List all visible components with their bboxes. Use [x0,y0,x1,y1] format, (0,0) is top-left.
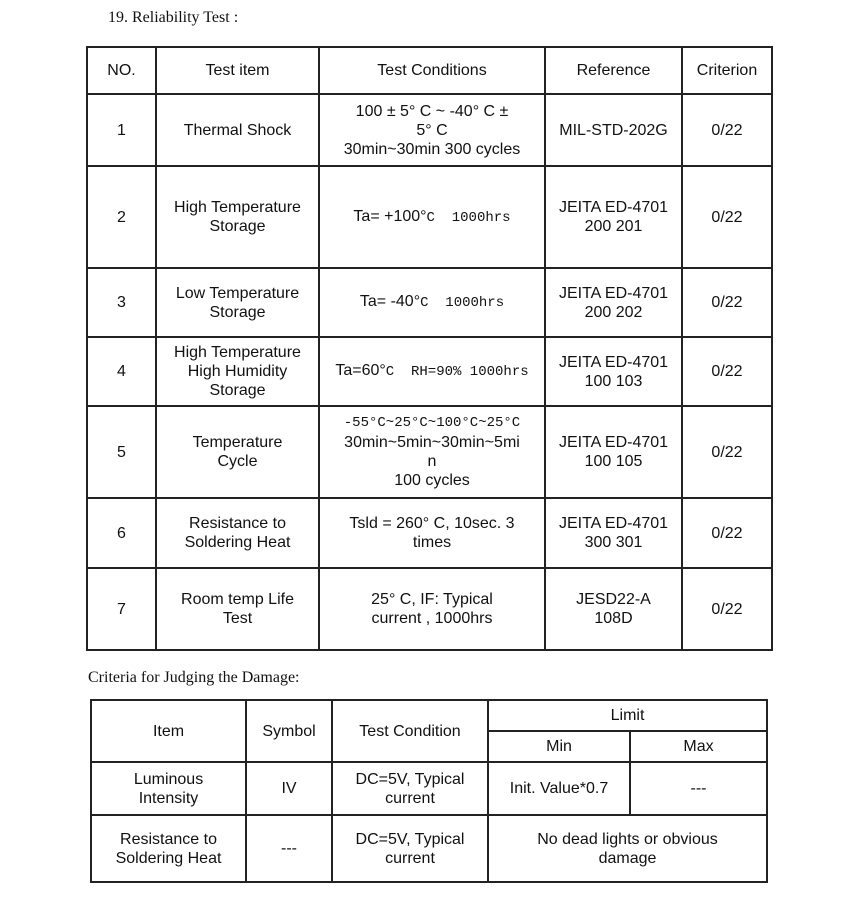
test-conditions [319,268,545,337]
reference-line: 200 201 [584,218,643,235]
test-item-line: High Humidity [187,363,288,380]
header-min: Min [488,731,630,762]
reference-line: JEITA ED-4701 [558,284,669,302]
table-row [87,498,772,568]
header-no: NO. [87,47,156,94]
row-number: 7 [87,568,156,650]
test-item-line: Room temp Life [181,591,294,608]
criterion: 0/22 [682,568,772,650]
criteria-condition-line: DC=5V, Typical [355,770,465,788]
reference [545,268,682,337]
test-item-line: Soldering Heat [184,534,291,551]
test-item-line: Storage [209,218,266,235]
criterion: 0/22 [682,94,772,166]
test-conditions [319,166,545,268]
test-item-line: Resistance to [189,515,286,532]
condition-line: 100 ± 5° C ~ -40° C ± [355,102,509,120]
criteria-max: --- [630,762,767,815]
criteria-limit-line: No dead lights or obvious [537,830,718,848]
criteria-item-line: Intensity [138,789,199,807]
header-row [87,47,772,94]
reliability-test-table [86,46,773,651]
table-row [87,94,772,166]
reference-line: 200 202 [584,303,643,321]
condition-line: Tsld = 260° C, 10sec. 3 [349,515,515,532]
reference-line: JEITA ED-4701 [558,353,669,371]
test-item [156,406,319,498]
criteria-symbol: IV [246,762,332,815]
reference [545,568,682,650]
row-number: 4 [87,337,156,406]
condition-line: times [412,534,452,551]
row-number: 6 [87,498,156,568]
condition-part: C 1000hrs [426,209,511,226]
header-max: Max [630,731,767,762]
condition-line: 30min~5min~30min~5mi [344,434,520,451]
reference [545,337,682,406]
condition-part: C 1000hrs [420,295,505,311]
condition-part: Ta= +100° [353,207,427,225]
header-test-conditions: Test Conditions [319,47,545,94]
table-row [87,568,772,650]
header-test-item: Test item [156,47,319,94]
condition-line: current , 1000hrs [371,610,493,627]
table-row [91,762,767,815]
condition-part: C RH=90% 1000hrs [385,364,529,380]
test-item [156,268,319,337]
row-number: 5 [87,406,156,498]
test-item [156,337,319,406]
criteria-test-condition [332,815,488,882]
test-conditions [319,498,545,568]
test-item [156,166,319,268]
test-conditions [319,406,545,498]
criterion: 0/22 [682,406,772,498]
header-criterion: Criterion [682,47,772,94]
criteria-condition-line: DC=5V, Typical [355,830,465,848]
test-conditions [319,337,545,406]
test-item: Thermal Shock [156,94,319,166]
table-row [87,166,772,268]
header-row [91,700,767,731]
reference [545,166,682,268]
criteria-title: Criteria for Judging the Damage: [88,669,300,686]
criteria-limit [488,815,767,882]
test-item-line: Storage [209,382,266,399]
criteria-item [91,815,246,882]
criteria-item [91,762,246,815]
condition-line: 30min~30min 300 cycles [343,140,521,158]
reference-line: MIL-STD-202G [559,121,668,139]
test-item-line: Cycle [217,453,258,470]
section-title: 19. Reliability Test : [108,9,239,26]
condition-part: Ta= -40° [359,293,421,310]
criterion: 0/22 [682,337,772,406]
criterion: 0/22 [682,498,772,568]
test-item-line: Test [222,610,253,627]
reference-line: 300 301 [584,534,643,551]
condition-line: 5° C [416,121,448,139]
condition-line: n [427,453,437,470]
header-reference: Reference [545,47,682,94]
test-item-line: Storage [209,303,266,321]
reference-line: 108D [594,610,633,627]
reference-line: 100 103 [584,372,643,390]
criteria-test-condition [332,762,488,815]
reference-line: JEITA ED-4701 [558,515,669,532]
criteria-min: Init. Value*0.7 [488,762,630,815]
test-conditions [319,568,545,650]
reference [545,498,682,568]
criteria-item-line: Luminous [133,770,204,788]
header-limit: Limit [488,700,767,731]
test-item [156,568,319,650]
reference-line: JEITA ED-4701 [558,434,669,451]
table-row [87,337,772,406]
criterion: 0/22 [682,268,772,337]
reference [545,406,682,498]
reference-line: 100 105 [584,453,643,470]
damage-criteria-table [90,699,768,883]
table-row [87,406,772,498]
header-item: Item [91,700,246,762]
row-number: 1 [87,94,156,166]
table-row [87,268,772,337]
test-item-line: Temperature [192,434,283,451]
header-symbol: Symbol [246,700,332,762]
condition-line: -55°C~25°C~100°C~25°C [343,415,521,431]
condition-line: 25° C, IF: Typical [371,591,493,608]
test-item [156,498,319,568]
criteria-item-line: Resistance to [120,830,217,848]
criteria-symbol: --- [246,815,332,882]
reference [545,94,682,166]
table-row [91,815,767,882]
reference-line: JEITA ED-4701 [558,199,669,216]
test-item-line: Low Temperature [175,284,300,302]
criteria-condition-line: current [385,849,435,867]
row-number: 2 [87,166,156,268]
test-conditions [319,94,545,166]
criteria-condition-line: current [385,789,435,807]
criteria-limit-line: damage [598,849,657,867]
criterion: 0/22 [682,166,772,268]
condition-line: 100 cycles [394,472,470,489]
row-number: 3 [87,268,156,337]
reference-line: JESD22-A [576,591,651,608]
test-item-line: High Temperature [174,344,301,361]
condition-part: Ta=60° [335,362,386,379]
test-item-line: High Temperature [174,199,301,216]
header-test-condition: Test Condition [332,700,488,762]
criteria-item-line: Soldering Heat [115,849,222,867]
